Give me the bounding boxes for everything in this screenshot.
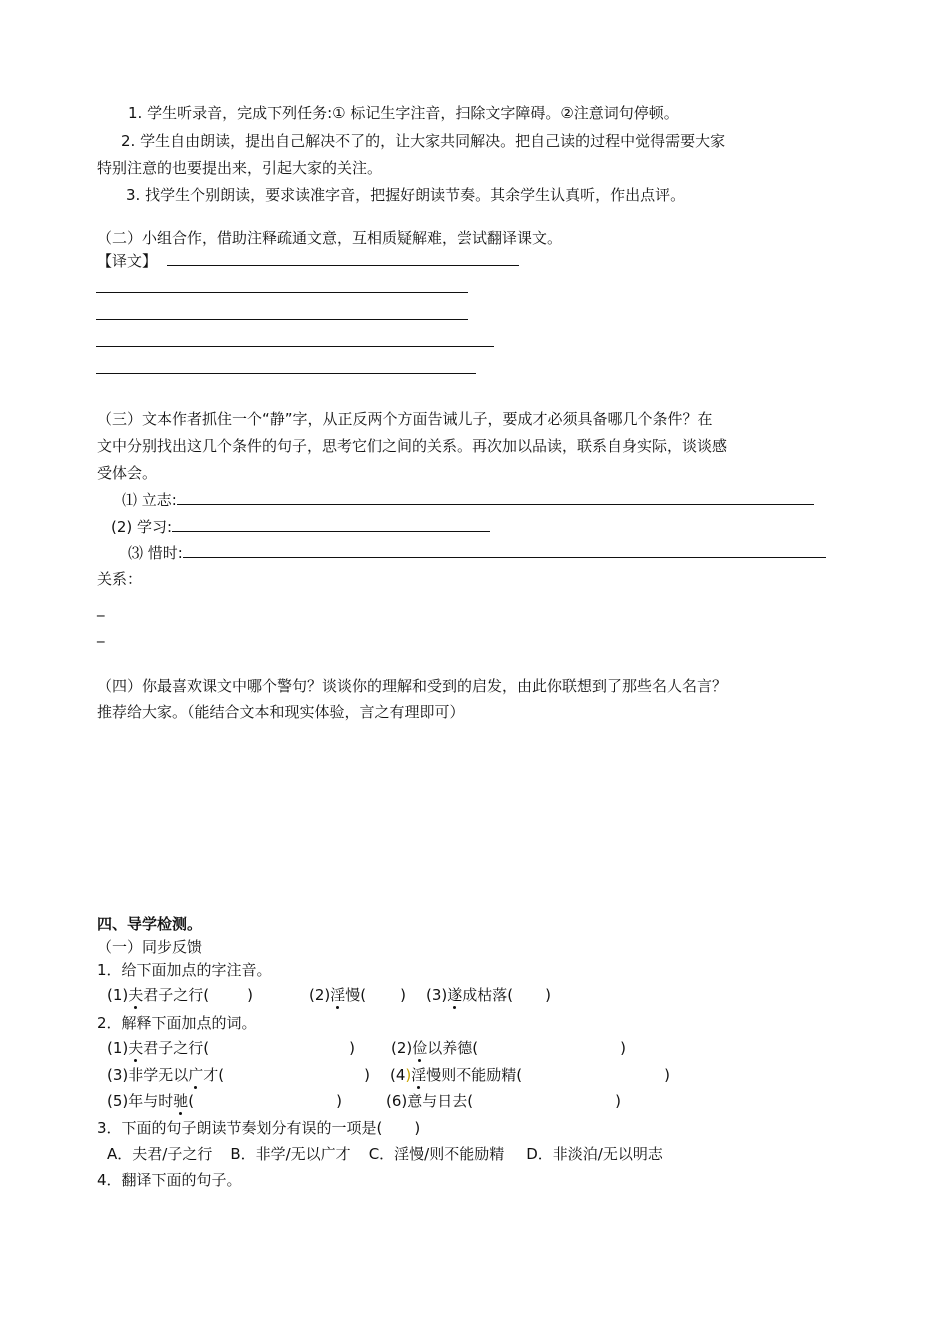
- section4-title: 四、导学检测。: [97, 915, 203, 933]
- part2-heading: （二）小组合作，借助注释疏通文意，互相质疑解难，尝试翻译课文。: [97, 229, 563, 247]
- section4-sub: （一）同步反馈: [97, 938, 203, 956]
- relation-label: 关系：: [97, 570, 143, 588]
- step-2: 2. 学生自由朗读，提出自己解决不了的，让大家共同解决。把自己读的过程中觉得需要大家: [121, 132, 726, 150]
- q2-4-close: ): [664, 1066, 670, 1084]
- q2-5-close: ): [336, 1092, 342, 1110]
- part4-line-2: 推荐给大家。（能结合文本和现实体验，言之有理即可）: [97, 703, 465, 721]
- translation-blank-3[interactable]: [96, 319, 468, 320]
- q2-6-text: (6)意与日去(: [385, 1092, 474, 1110]
- translation-blank-1[interactable]: [167, 250, 519, 266]
- relation-blank-2[interactable]: _: [97, 625, 105, 643]
- q2-3-text-a: 非学无以: [128, 1066, 189, 1084]
- q2-2-num: (2): [390, 1039, 413, 1057]
- part4-line-1: （四）你最喜欢课文中哪个警句？谈谈你的理解和受到的启发，由此你联想到了那些名人名言？: [97, 677, 728, 695]
- q3-title: [97, 1118, 420, 1138]
- q1-a-dotted: 夫: [128, 986, 144, 1004]
- q1-c-dotted: 遂: [447, 986, 463, 1004]
- translation-blank-2[interactable]: [96, 292, 468, 293]
- q1-b-close: ): [400, 986, 406, 1004]
- translation-label-text: 【译文】: [97, 252, 158, 270]
- relation-blank-1[interactable]: _: [97, 599, 105, 617]
- q2-4-num: (4: [390, 1066, 406, 1084]
- xishi-blank[interactable]: [183, 542, 826, 558]
- item-xishi-label: ⑶ 惜时:: [128, 544, 183, 562]
- part3-line-1: （三）文本作者抓住一个“静”字，从正反两个方面告诫儿子，要成才必须具备哪几个条件？在: [97, 410, 713, 428]
- translation-blank-5[interactable]: [96, 373, 476, 374]
- q2-5-open: (: [188, 1092, 195, 1110]
- q2-6-close: ): [615, 1092, 621, 1110]
- q2-3-dotted: 广: [188, 1066, 204, 1084]
- q2-2-close: ): [620, 1039, 626, 1057]
- q4-title: 4．翻译下面的句子。: [97, 1171, 242, 1189]
- item-lizhi-label: ⑴ 立志:: [122, 491, 177, 509]
- q2-3-text: 才(: [203, 1066, 225, 1084]
- q1-b-dotted: 淫: [330, 986, 346, 1004]
- q2-1-close: ): [349, 1039, 355, 1057]
- q3-title-text: 3．下面的句子朗读节奏划分有误的一项是(: [97, 1119, 383, 1137]
- q1-b-text: 慢(: [345, 986, 367, 1004]
- step-2-cont: 特别注意的也要提出来，引起大家的关注。: [97, 159, 383, 177]
- step-1: 1. 学生听录音，完成下列任务:① 标记生字注音，扫除文字障碍。②注意词句停顿。: [128, 104, 679, 122]
- q2-1-dotted: 夫: [128, 1039, 144, 1057]
- xuexi-blank[interactable]: [172, 516, 490, 532]
- q2-title: 2．解释下面加点的词。: [97, 1014, 257, 1032]
- q1-b-num: (2): [308, 986, 331, 1004]
- q3-option-b[interactable]: B．非学/无以广才: [230, 1145, 351, 1163]
- q1-c-close: ): [545, 986, 551, 1004]
- q1-a-text: 君子之行(: [143, 986, 210, 1004]
- item-xishi: [128, 542, 826, 563]
- q1-a-close: ): [247, 986, 253, 1004]
- q2-row-3: [107, 1091, 621, 1111]
- q1-c-num: (3): [425, 986, 448, 1004]
- q1-a-num: (1): [107, 986, 129, 1004]
- q1-items: [107, 985, 551, 1005]
- q2-3-close: ): [364, 1066, 370, 1084]
- q2-3-num: (3): [107, 1066, 129, 1084]
- q3-options: [107, 1144, 663, 1164]
- lizhi-blank[interactable]: [177, 489, 814, 505]
- part3-line-3: 受体会。: [97, 464, 158, 482]
- q2-5-text: (5)年与时: [107, 1092, 174, 1110]
- q3-option-d[interactable]: D．非淡泊/无以明志: [526, 1145, 663, 1163]
- q2-2-dotted: 俭: [412, 1039, 428, 1057]
- q2-row-2: [107, 1065, 670, 1085]
- item-lizhi: [122, 489, 814, 510]
- q2-4-paren: ): [405, 1066, 412, 1084]
- q2-row-1: [107, 1038, 626, 1058]
- step-3: 3. 找学生个别朗读，要求读准字音，把握好朗读节奏。其余学生认真听，作出点评。: [126, 186, 686, 204]
- q2-4-text: 慢则不能励精(: [426, 1066, 523, 1084]
- q2-1-text: 君子之行(: [143, 1039, 210, 1057]
- q3-option-c[interactable]: C．淫慢/则不能励精: [368, 1145, 505, 1163]
- q1-c-text: 成枯落(: [462, 986, 514, 1004]
- q2-2-text: 以养德(: [427, 1039, 479, 1057]
- translation-label: [97, 250, 519, 271]
- translation-blank-4[interactable]: [96, 346, 494, 347]
- q2-4-dotted: 淫: [411, 1066, 427, 1084]
- q2-5-dotted: 驰: [173, 1092, 189, 1110]
- part3-line-2: 文中分别找出这几个条件的句子，思考它们之间的关系。再次加以品读，联系自身实际，谈谈感: [97, 437, 728, 455]
- q1-title: 1．给下面加点的字注音。: [97, 961, 272, 979]
- q2-1-num: (1): [107, 1039, 129, 1057]
- item-xuexi: [111, 516, 490, 537]
- item-xuexi-label: (2) 学习:: [111, 518, 173, 536]
- q3-option-a[interactable]: A．夫君/子之行: [107, 1145, 213, 1163]
- q3-close: ): [414, 1119, 421, 1137]
